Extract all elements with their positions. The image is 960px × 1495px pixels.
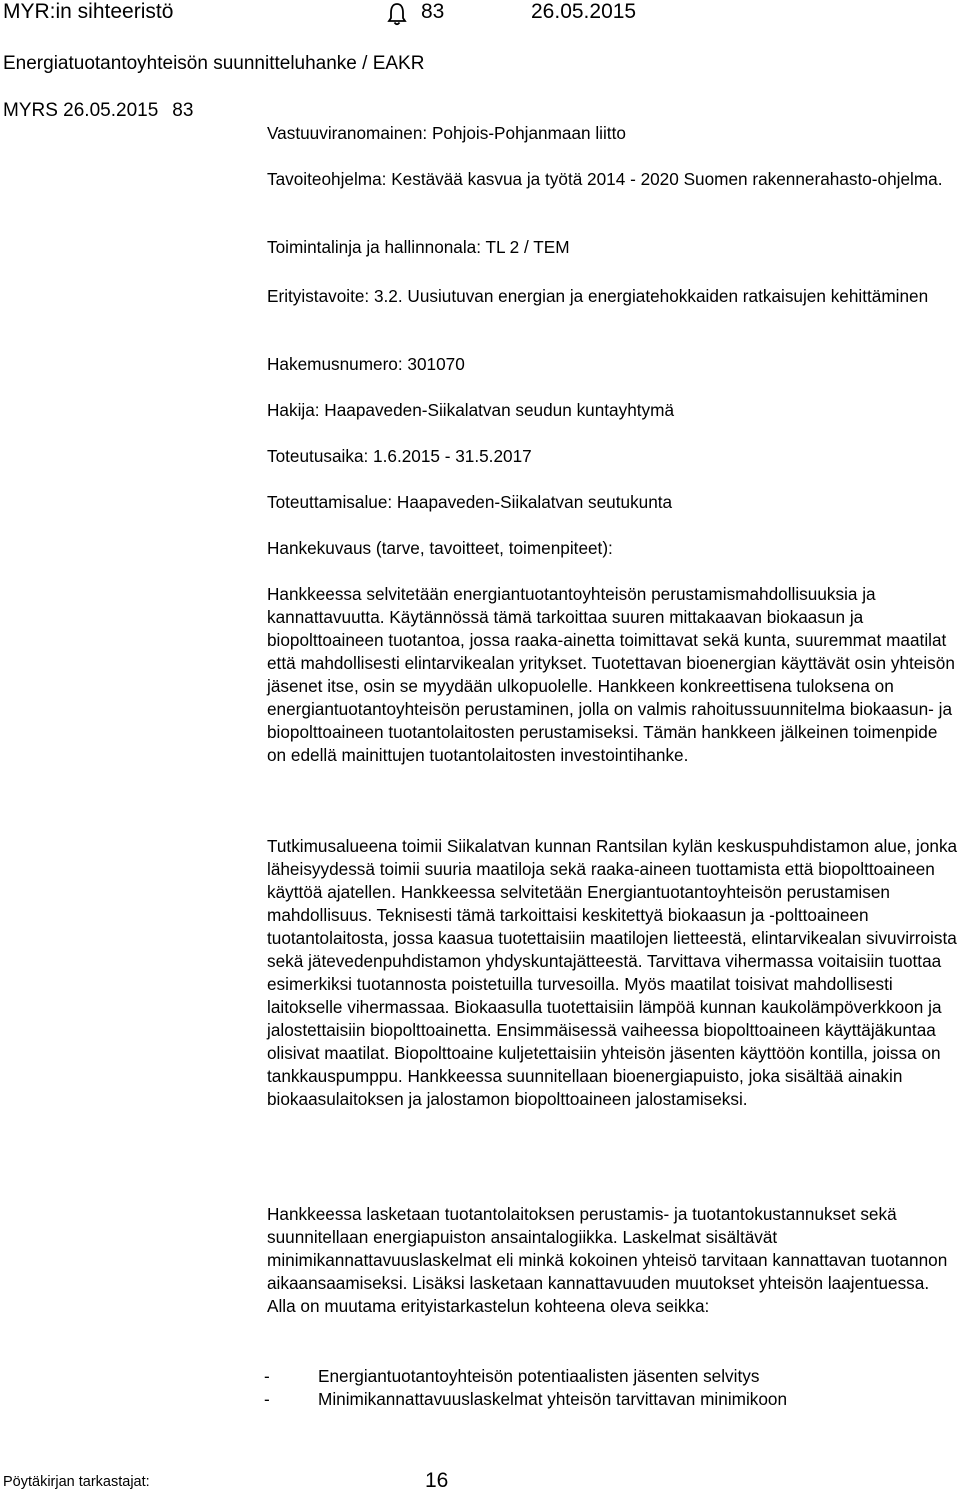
header-date: 26.05.2015 [531,0,637,23]
list-marker: - [264,1389,270,1409]
header-section: 83 [421,0,445,23]
paragraph-calculations: Hankkeessa lasketaan tuotantolaitoksen perustamis- ja tuotantokustannukset sekä suunnitellaan energiapuiston ansaintalogiikka. Laskelmat sisältävät minimikannattavuuslaskelmat eli minkä kokoinen yhteisö tarvitaan kannattavan tuotannon aikaansaamiseksi. Lisäksi lasketaan kannattavuuden muutokset yhteisön laajentuessa. Alla on muutama erityistarkastelun kohteena oleva seikka: [267,1204,948,1316]
document-subtitle: Energiatuotantoyhteisön suunnitteluhanke / EAKR [3,53,425,74]
field-action-line: Toimintalinja ja hallinnonala: TL 2 / TEM [267,237,570,257]
bullet-list [264,1365,954,1411]
field-application-number: Hakemusnumero: 301070 [267,354,465,374]
field-specific-objective: Erityistavoite: 3.2. Uusiutuvan energian ja energiatehokkaiden ratkaisujen kehittäminen [267,286,929,306]
field-project-description-heading: Hankekuvaus (tarve, tavoitteet, toimenpiteet): [267,538,613,558]
section-reference [3,100,193,122]
paragraph-research-area: Tutkimusalueena toimii Siikalatvan kunnan Rantsilan kylän keskuspuhdistamon alue, jonka läheisyydessä toimii suuria maatiloja sekä raaka-aineen tuottamista että biopolttoaineen käyttöä ajatellen. Hankkeessa selvitetään Energiantuotantoyhteisön perustamisen mahdollisuus. Teknisesti tämä tarkoittaisi keskitettyä biokaasun ja -polttoaineen tuotantolaitosta, jossa kaasua tuotettaisiin maatilojen lietteestä, elintarvikealan sivuvirroista sekä jätevedenpuhdistamon yhdyskuntajätteestä. Tarvittava vihermassa voitaisiin tuottaa esimerkiksi tuotannosta poistetuilla turvesoilla. Myös maatilat toisivat mahdollisesti laitokselle vihermassaa. Biokaasulla tuotettaisiin lämpöä kunnan kaukolämpöverkkoon ja jalostettaisiin biopolttoainetta. Ensimmäisessä vaiheessa biopolttoaineen käyttäjäkuntaa olisivat maatilat. Biopolttoaine kuljetettaisiin yhteisön jäsenten käyttöön kontilla, joissa on tankkauspumppu. Hankkeessa suunnitellaan bioenergiapuisto, joka sisältää ainakin biokaasulaitoksen ja jalostamon biopolttoaineen jalostamiseksi. [267,836,958,1109]
list-marker: - [264,1366,270,1386]
page-number: 16 [425,1469,449,1492]
field-programme: Tavoiteohjelma: Kestävää kasvua ja työtä 2014 - 2020 Suomen rakennerahasto-ohjelma. [267,169,943,189]
page-header [3,0,953,26]
reference-code: MYRS 26.05.2015 [3,100,159,121]
list-item: - Energiantuotantoyhteisön potentiaalisten jäsenten selvitys [264,1366,760,1386]
bell-icon [387,2,407,26]
page-footer [3,1469,603,1495]
paragraph-project-summary: Hankkeessa selvitetään energiantuotantoyhteisön perustamismahdollisuuksia ja kannattavuutta. Käytännössä tämä tarkoittaa suuren mittakaavan biokaasun ja biopolttoaineen tuotantoa, jossa raaka-ainetta toimittavat sekä kunta, suuremmat maatilat että mahdollisesti elintarvikealan yritykset. Tuotettavan bioenergian käyttävät osin yhteisön jäsenet itse, osin se myydään ulkopuolelle. Hankkeen konkreettisena tuloksena on energiantuotantoyhteisön perustaminen, jolla on valmis rahoitussuunnitelma biokaasun- ja biopolttoaineen tuotantolaitosten perustamiseksi. Tämän hankkeen jälkeinen toimenpide on edellä mainittujen tuotantolaitosten investointihanke. [267,584,955,765]
field-implementation-area: Toteuttamisalue: Haapaveden-Siikalatvan seutukunta [267,492,673,512]
field-applicant: Hakija: Haapaveden-Siikalatvan seudun kuntayhtymä [267,400,675,420]
list-item: - Minimikannattavuuslaskelmat yhteisön tarvittavan minimikoon [264,1389,788,1409]
field-implementation-period: Toteutusaika: 1.6.2015 - 31.5.2017 [267,446,532,466]
reference-number: 83 [172,100,194,121]
header-title: MYR:in sihteeristö [3,0,174,23]
footer-label: Pöytäkirjan tarkastajat: [3,1474,150,1490]
field-responsible-authority: Vastuuviranomainen: Pohjois-Pohjanmaan liitto [267,123,626,143]
